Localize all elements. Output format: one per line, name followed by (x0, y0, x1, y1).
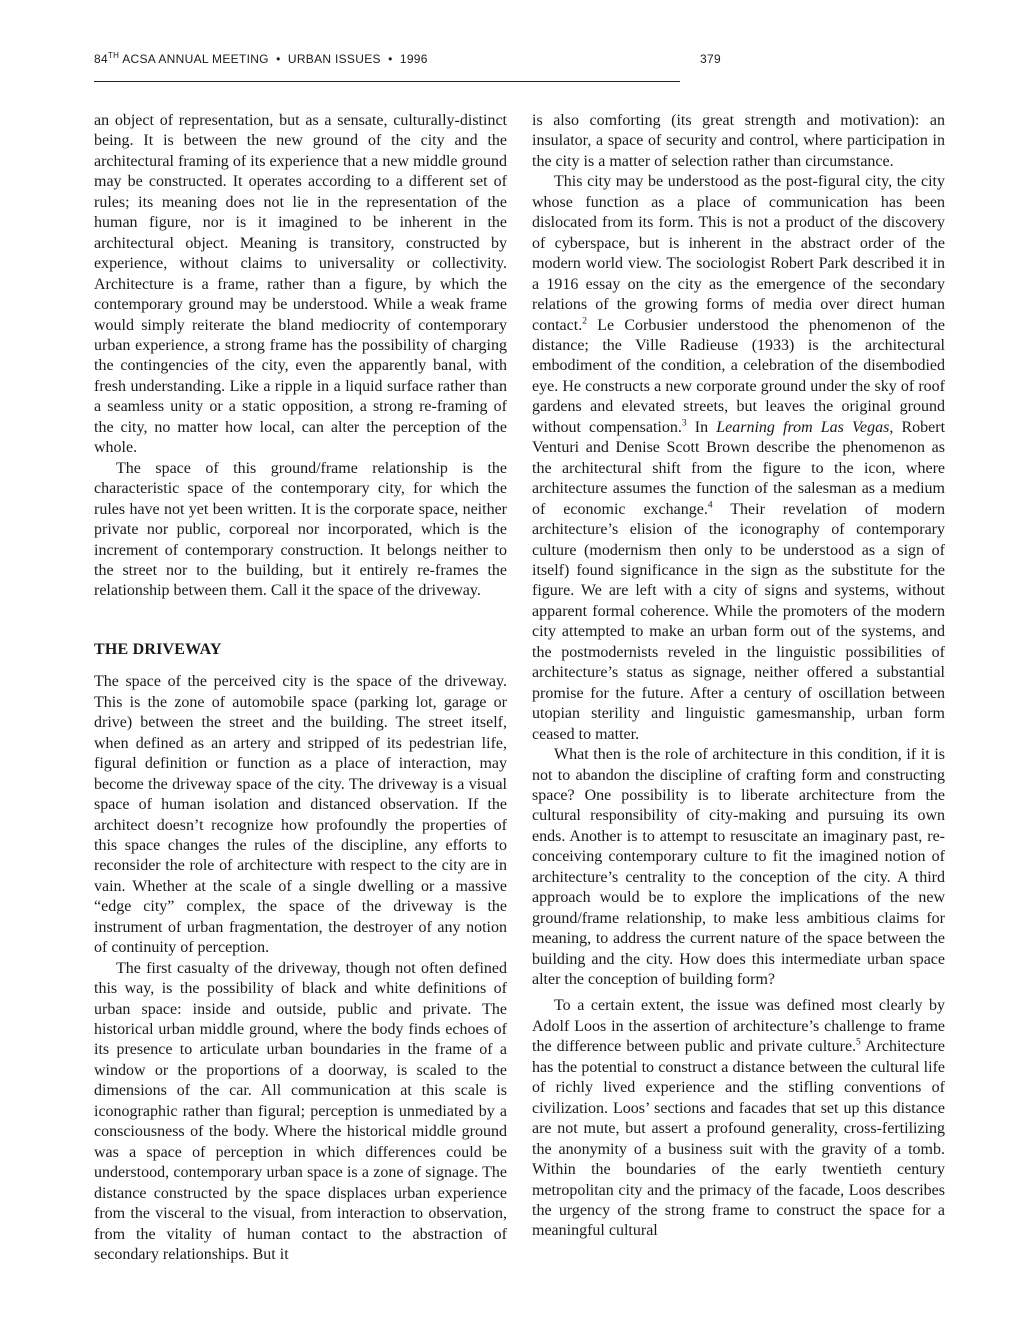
paragraph (532, 172, 945, 745)
text-run: Architecture has the potential to construct a distance between the cultural life of richly lived experience and the stifling conventions of civilization. Loos’ sections and facades that set up this distance are not mute, but assert a profound generality, cross-fertilizing the anonymity of a business suit with the gravity of a tomb. Within the boundaries of the early twentieth century metropolitan city and the primacy of the facade, Loos describes the urgency of the strong frame to construct the space for a meaningful cultural (532, 1038, 945, 1240)
page-number: 379 (700, 52, 721, 66)
paragraph: What then is the role of architecture in this condition, if it is not to abandon the discipline of crafting form and constructing space? One possibility is to liberate architecture from the cultural responsibility of city-making and pursuing its own ends. Another is to attempt to resuscitate an imaginary past, re-conceiving contemporary culture to fit the imagined notion of architecture’s centrality to the conception of the city. A third approach would be to explore the implications of the new ground/frame relationship, to make less ambitious claims for meaning, to address the current nature of the space between the building and the city. How does this intermediate urban space alter the conception of building form? (532, 746, 945, 989)
ordinal-suffix: TH (107, 51, 120, 60)
header-rule (94, 81, 680, 82)
footnote-marker: 5 (856, 1038, 861, 1049)
paragraph: an object of representation, but as a sensate, culturally-distinct being. It is between the new ground of the city and the architectural framing of its experience that a new middle ground may be constructed. It operates according to a different set of rules; its meaning does not lie in the representation of the human figure, nor is it imagined to be inherent in the architectural object. Meaning is transitory, constructed by experience, without claims to universality or collectivity. Architecture is a frame, rather than a figure, by which the contemporary ground may be understood. While a weak frame would simply reiterate the bland mediocrity of contemporary urban experience, a strong frame has the possibility of charging the contingencies of the city, even the apparently banal, with fresh understanding. Like a ripple in a liquid surface rather than a seamless unity or a static opposition, a strong re-framing of the city, no matter how local, can alter the perception of the whole. (94, 112, 507, 457)
paragraph: The first casualty of the driveway, though not often defined this way, is the possibility of black and white definitions of urban space: inside and outside, public and private. The historical urban middle ground, where the body finds echoes of its presence to articulate urban boundaries in the frame of a window or the proportions of a doorway, is scaled to the dimensions of the car. All communication at this scale is iconographic rather than figural; perception is unmediated by a consciousness of the body. Where the historical middle ground was a space of perception in which differences could be understood, contemporary urban space is a zone of signage. The distance constructed by the space displaces urban experience from the visceral to the visual, from interaction to observation, from the vitality of human contact to the abstraction of secondary relationships. But it (94, 959, 507, 1264)
text-run: Their revelation of modern architecture’s elision of the iconography of contemporary culture (modernism then only to be understood as a sign of itself) found significance in the sign as the substitute for the figure. We are left with a city of signs and systems, without apparent formal coherence. While the promoters of the modern city attempted to make an urban form out of the systems, and the postmodernists reveled in the linguistic possibilities of architecture’s status as signage, neither offered a substantial promise for the future. After a century of oscillation between utopian sterility and linguistic gamesmanship, urban form ceased to matter. (532, 500, 945, 743)
footnote-marker: 2 (582, 316, 587, 327)
text-run: In (686, 418, 717, 436)
section-heading: THE DRIVEWAY (94, 640, 222, 658)
text-run: , Robert Venturi and Denise Scott Brown describe the phenomenon as the architectural shift from the figure to the icon, where architecture assumes the function of the salesman as a medium of economic exchange. (532, 418, 946, 518)
paragraph: is also comforting (its great strength and motivation): an insulator, a space of security and control, where participation in the city is a matter of selection rather than circumstance. (532, 112, 945, 170)
running-header (94, 50, 946, 72)
conference-number: 84 (94, 52, 108, 66)
text-run: To a certain extent, the issue was defined most clearly by Adolf Loos in the assertion of architecture’s challenge to frame the difference between public and private culture. (532, 997, 945, 1056)
footnote-marker: 4 (707, 500, 713, 511)
left-column (94, 111, 507, 1265)
conference-title: ACSA ANNUAL MEETING • URBAN ISSUES • 1996 (119, 52, 428, 66)
paragraph: The space of the perceived city is the space of the driveway. This is the zone of automobile space (parking lot, garage or drive) between the street and the building. The street itself, when defined as an artery and stripped of its pedestrian life, figural definition or function as a place of interaction, may become the driveway space of the city. The driveway is a visual space of human isolation and distanced observation. If the architect doesn’t recognize how profoundly the properties of this space changes the rules of the discipline, any efforts to reconsider the role of architecture with respect to the city are in vain. Whether at the scale of a single dwelling or a massive “edge city” complex, the space of the driveway is the instrument of urban fragmentation, the destroyer of any notion of continuity of perception. (94, 673, 507, 957)
paragraph: The space of this ground/frame relationship is the characteristic space of the contemporary city, for which the rules have not yet been written. It is the corporate space, neither private nor public, corporeal nor incorporated, which is the increment of contemporary construction. It belongs neither to the street nor to the building, but it entirely re-frames the relationship between them. Call it the space of the driveway. (94, 459, 507, 600)
book-title: Learning from Las Vegas (716, 418, 890, 436)
paragraph (532, 996, 945, 1241)
conference-label (94, 52, 428, 66)
right-column (532, 111, 945, 1242)
text-run: Le Corbusier understood the phenomenon of the distance; the Ville Radieuse (1933) is the architectural embodiment of the condition, a celebration of the disembodied eye. He constructs a new corporate ground under the sky of roof gardens and elevated streets, but leaves the original ground without compensation. (532, 316, 945, 436)
footnote-marker: 3 (681, 418, 687, 429)
text-run: This city may be understood as the post-figural city, the city whose function as a place of communication has been dislocated from its form. This is not a product of the discovery of cyberspace, but is inherent in the abstract order of the modern world view. The sociologist Robert Park described it in a 1916 essay on the city as the emergence of the secondary relations of the growing forms of media over direct human contact. (532, 173, 945, 334)
